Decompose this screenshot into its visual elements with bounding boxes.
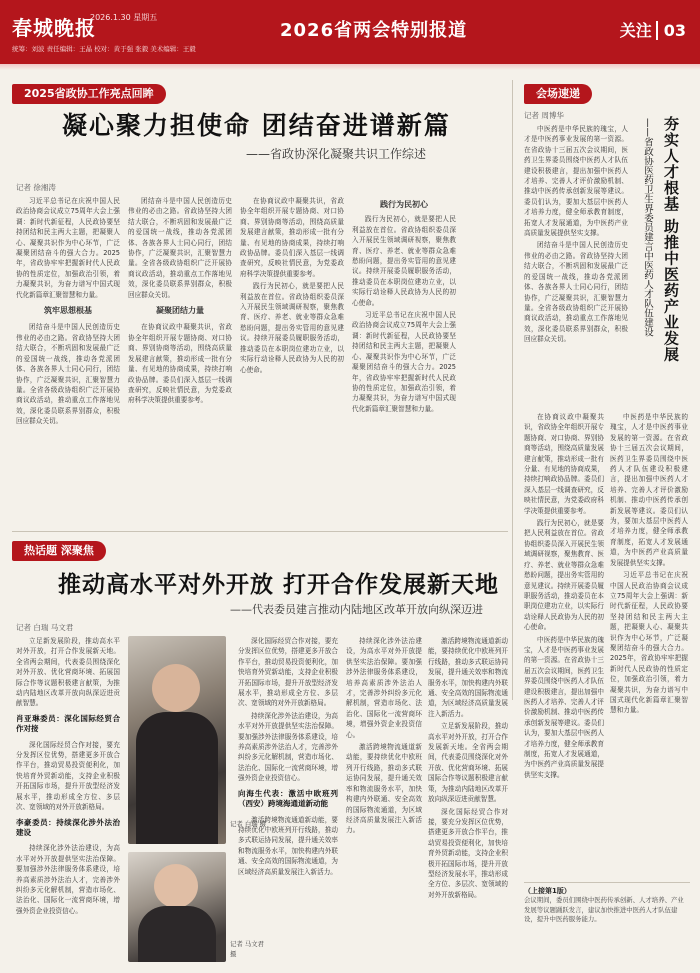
story1-subheadline: ——省政协深化凝聚共识工作综述 (246, 147, 427, 161)
story2-headline: 夯实人才根基 助推中医药产业发展 (662, 116, 680, 363)
story1-col1-text-b: 团结奋斗是中国人民创造历史伟业的必由之路。省政协坚持大团结大联合，不断巩固和发展最广泛的爱国统一战线，推动各党派团体、各族各界人士同心同行，团结协作，广泛凝聚共识，汇聚智慧力量。全省各级政协组织广泛开展协商议政活动，推动重点工作落地见效，深化委员联系界别群众，积极回应群众关切。 (16, 323, 120, 426)
story1-col4-text-b: 习近平总书记在庆祝中国人民政治协商会议成立75周年大会上强调：新时代新征程，人民政协要坚持团结和民主两大主题，把凝聚人心、凝聚共识作为中心环节，广泛凝聚团结奋斗的强大合力。2025年，省政协牢牢把握新时代人民政协的性质定位，加强政治引领，着力凝聚共识，为奋力谱写中国式现代化新篇章汇聚智慧和力量。 (352, 311, 456, 413)
page-number: 03 (656, 21, 686, 40)
story2-body-text-g: 习近平总书记在庆祝中国人民政治协商会议成立75周年大会上强调：新时代新征程，人民政协要坚持团结和民主两大主题，把凝聚人心、凝聚共识作为中心环节，广泛凝聚团结奋斗的强大合力。2025年，省政协牢牢把握新时代人民政协的性质定位，加强政治引领，着力凝聚共识，为奋力谱写中国式现代化新篇章汇聚智慧和力量。 (610, 571, 688, 715)
story1-column-4 (352, 196, 456, 526)
story2-caption-box (524, 882, 690, 963)
masthead-stripe (0, 64, 700, 70)
story-divider (12, 531, 508, 532)
story3-col4-text-c: 深化国际经贸合作对接，要充分发挥区位优势，搭建更多开放合作平台，推动贸易投资便利化，加快培育外贸新动能，支持企业积极开拓国际市场，提升开放型经济发展水平，推动形成全方位、多层次、宽领域的对外开放新格局。 (428, 807, 508, 899)
column-divider (512, 80, 513, 700)
story3-col2-text: 深化国际经贸合作对接，要充分发挥区位优势，搭建更多开放合作平台，推动贸易投资便利化，加快培育外贸新动能，支持企业积极开拓国际市场，提升开放型经济发展水平，推动形成全方位、多层次、宽领域的对外开放新格局。 (238, 637, 338, 708)
story1-section-label: 2025省政协工作亮点回眸 (12, 84, 166, 104)
story3-col3-text-b: 激活跨境物流通道新动能，要持续优化中欧班列开行线路，推动多式联运协同发展，提升通关效率和物流服务水平，加快构建内外联通、安全高效的国际物流通道，为区域经济高质量发展注入新活力。 (346, 743, 422, 835)
story1-headline: 凝心聚力担使命 团结奋进谱新篇 (62, 111, 451, 140)
story1-byline: 记者 徐湘涛 (16, 183, 56, 192)
story2-caption-text: 会议期间，委员们围绕中医药传承创新、人才培养、产业发展等议题踊跃发言，建议加快推进中医药人才队伍建设，提升中医药服务能力。 (524, 896, 684, 923)
story3-subhead-3: 向海生代表：激活中欧班列（西安）跨境海通道新动能 (238, 788, 338, 809)
story1-subhead-1: 筑牢思想根基 (44, 306, 92, 316)
story3-column-1 (16, 636, 120, 962)
story3-col3-text: 持续深化涉外法治建设，为高水平对外开放提供坚实法治保障。要加强涉外法律服务体系建设，培养高素质涉外法治人才，完善涉外纠纷多元化解机制，营造市场化、法治化、国际化一流营商环境，增强外资企业投资信心。 (346, 637, 422, 739)
story1-col1-text: 习近平总书记在庆祝中国人民政治协商会议成立75周年大会上强调：新时代新征程，人民政协要坚持团结和民主两大主题，把凝聚人心、凝聚共识作为中心环节，广泛凝聚团结奋斗的强大合力。2025年，省政协牢牢把握新时代人民政协的性质定位，加强政治引领，着力凝聚共识，为奋力谱写中国式现代化新篇章汇聚智慧和力量。 (16, 197, 120, 299)
story1-column-2 (128, 196, 232, 526)
special-report-title: 2026省两会特别报道 (280, 20, 468, 41)
story3-col1-text-c: 持续深化涉外法治建设，为高水平对外开放提供坚实法治保障。要加强涉外法律服务体系建设，培养高素质涉外法治人才，完善涉外纠纷多元化解机制，营造市场化、法治化、国际化一流营商环境，增强外资企业投资信心。 (16, 844, 120, 915)
editor-credits: 统筹：刘波 责任编辑：王晶 校对：黄于强 张毅 美术编辑：王毅 (12, 45, 196, 53)
photo-caption-1: 记者 白瑞 摄 (230, 820, 267, 828)
story1-col2-text: 团结奋斗是中国人民创造历史伟业的必由之路。省政协坚持大团结大联合，不断巩固和发展最广泛的爱国统一战线，推动各党派团体、各族各界人士同心同行，团结协作，广泛凝聚共识，汇聚智慧力量。全省各级政协组织广泛开展协商议政活动，推动重点工作落地见效，深化委员联系界别群众，积极回应群众关切。 (128, 197, 232, 299)
story2-body-text-b: 团结奋斗是中国人民创造历史伟业的必由之路。省政协坚持大团结大联合，不断巩固和发展最广泛的爱国统一战线，推动各党派团体、各族各界人士同心同行，团结协作，广泛凝聚共识，汇聚智慧力量。全省各级政协组织广泛开展协商议政活动，推动重点工作落地见效，深化委员联系界别群众，积极回应群众关切。 (524, 241, 628, 344)
story2-column-1 (524, 124, 628, 404)
story1-col3-text-b: 践行为民初心，就是要把人民利益放在首位。省政协组织委员深入开展民生领域调研视察，聚焦教育、医疗、养老、就业等群众急难愁盼问题，提出务实管用的意见建议。持续开展委员履职服务活动，推动委员在本职岗位建功立业，以实际行动诠释人民政协为人民的初心使命。 (240, 282, 344, 374)
story2-body-text: 中医药是中华民族的瑰宝，人才是中医药事业发展的第一资源。在省政协十三届五次会议期间，医药卫生界委员围绕中医药人才队伍建设积极建言，提出加强中医药人才培养、完善人才评价激励机制、推动中医药传承创新发展等建议。委员们认为，要加大基层中医药人才培养力度，健全师承教育制度，拓宽人才发展通道，为中医药产业高质量发展提供坚实支撑。 (524, 125, 628, 238)
story1-subhead-3: 践行为民初心 (380, 200, 428, 209)
story3-col4-text: 激活跨境物流通道新动能，要持续优化中欧班列开行线路，推动多式联运协同发展，提升通关效率和物流服务水平，加快构建内外联通、安全高效的国际物流通道，为区域经济高质量发展注入新活力。 (428, 637, 508, 718)
story3-subhead-1: 肖亚琳委员：深化国际经贸合作对接 (16, 713, 120, 734)
story3-subhead-2: 李豪委员：持续深化涉外法治建设 (16, 817, 120, 837)
story2-subheadline: ——省政协医药卫生界委员建言中医药人才队伍建设 (642, 118, 653, 337)
issue-date (90, 12, 157, 23)
weekday-text: 星期五 (133, 13, 158, 22)
story3-subheadline: ——代表委员建言推动内陆地区改革开放向纵深迈进 (230, 603, 483, 616)
story3-section-label: 热话题 深聚焦 (12, 541, 106, 561)
date-text: 2026.1.30 (90, 13, 131, 22)
story3-byline: 记者 白瑞 马文君 (16, 623, 74, 632)
story3-col4-text-b: 立足新发展阶段，推动高水平对外开放，打开合作发展新天地。全省两会期间，代表委员围绕深化对外开放、优化营商环境、拓展国际合作等议题积极建言献策，为推动内陆地区改革开放向纵深迈进贡献智慧。 (428, 722, 508, 804)
story2-body-text-d: 践行为民初心，就是要把人民利益放在首位。省政协组织委员深入开展民生领域调研视察，聚焦教育、医疗、养老、就业等群众急难愁盼问题，提出务实管用的意见建议。持续开展委员履职服务活动，推动委员在本职岗位建功立业，以实际行动诠释人民政协为人民的初心使命。 (524, 519, 604, 632)
story3-col1-text: 立足新发展阶段，推动高水平对外开放，打开合作发展新天地。全省两会期间，代表委员围绕深化对外开放、优化营商环境、拓展国际合作等议题积极建言献策，为推动内陆地区改革开放向纵深迈进贡献智慧。 (16, 637, 120, 708)
story3-headline: 推动高水平对外开放 打开合作发展新天地 (58, 572, 500, 598)
story1-col4-text: 践行为民初心，就是要把人民利益放在首位。省政协组织委员深入开展民生领域调研视察，聚焦教育、医疗、养老、就业等群众急难愁盼问题，提出务实管用的意见建议。持续开展委员履职服务活动，推动委员在本职岗位建功立业，以实际行动诠释人民政协为人民的初心使命。 (352, 215, 456, 307)
delegate-photo-2 (128, 852, 226, 962)
masthead-bar (0, 0, 700, 64)
story1-column-1 (16, 196, 120, 526)
story3-column-3 (346, 636, 422, 962)
story3-col2-text-c: 激活跨境物流通道新动能，要持续优化中欧班列开行线路，推动多式联运协同发展，提升通关效率和物流服务水平，加快构建内外联通、安全高效的国际物流通道，为区域经济高质量发展注入新活力。 (238, 815, 338, 876)
story3-column-4 (428, 636, 508, 962)
page-section-label: 关注 (619, 21, 652, 40)
story3-col2-text-b: 持续深化涉外法治建设，为高水平对外开放提供坚实法治保障。要加强涉外法律服务体系建设，培养高素质涉外法治人才，完善涉外纠纷多元化解机制，营造市场化、法治化、国际化一流营商环境，增强外资企业投资信心。 (238, 711, 338, 783)
page-section-tag (620, 18, 686, 41)
newspaper-logo: 春城晚报 (12, 16, 96, 40)
story3-col1-text-b: 深化国际经贸合作对接，要充分发挥区位优势，搭建更多开放合作平台，推动贸易投资便利化，加快培育外贸新动能，支持企业积极开拓国际市场，提升开放型经济发展水平，推动形成全方位、多层次、宽领域的对外开放新格局。 (16, 740, 120, 812)
delegate-photo-1 (128, 636, 226, 844)
story2-byline: 记者 周博华 (524, 111, 564, 120)
story1-column-3 (240, 196, 344, 526)
story1-col2-text-b: 在协商议政中凝聚共识，省政协全年组织开展专题协商、对口协商、界别协商等活动，围绕高质量发展建言献策，推动形成一批有分量、有见地的协商成果，持续打响政协品牌。委员们深入基层一线调查研究，反映社情民意，为党委政府科学决策提供重要参考。 (128, 323, 232, 405)
story2-caption-title: （上接第1版） (524, 887, 571, 895)
story2-section-label: 会场速递 (524, 84, 592, 104)
story2-body-text-c: 在协商议政中凝聚共识，省政协全年组织开展专题协商、对口协商、界别协商等活动，围绕高质量发展建言献策，推动形成一批有分量、有见地的协商成果，持续打响政协品牌。委员们深入基层一线调查研究，反映社情民意，为党委政府科学决策提供重要参考。 (524, 413, 604, 515)
story1-col3-text: 在协商议政中凝聚共识，省政协全年组织开展专题协商、对口协商、界别协商等活动，围绕高质量发展建言献策，推动形成一批有分量、有见地的协商成果，持续打响政协品牌。委员们深入基层一线调查研究，反映社情民意，为党委政府科学决策提供重要参考。 (240, 197, 344, 278)
story2-column-3 (610, 412, 688, 877)
story3-column-2 (238, 636, 338, 962)
story1-subhead-2: 凝聚团结力量 (156, 306, 204, 316)
story2-column-2 (524, 412, 604, 877)
photo-caption-2: 记者 马文君 摄 (230, 940, 264, 958)
story2-body-text-e: 中医药是中华民族的瑰宝，人才是中医药事业发展的第一资源。在省政协十三届五次会议期间，医药卫生界委员围绕中医药人才队伍建设积极建言，提出加强中医药人才培养、完善人才评价激励机制、推动中医药传承创新发展等建议。委员们认为，要加大基层中医药人才培养力度，健全师承教育制度，拓宽人才发展通道，为中医药产业高质量发展提供坚实支撑。 (524, 635, 604, 779)
story2-body-text-f: 中医药是中华民族的瑰宝，人才是中医药事业发展的第一资源。在省政协十三届五次会议期间，医药卫生界委员围绕中医药人才队伍建设积极建言，提出加强中医药人才培养、完善人才评价激励机制、推动中医药传承创新发展等建议。委员们认为，要加大基层中医药人才培养力度，健全师承教育制度，拓宽人才发展通道，为中医药产业高质量发展提供坚实支撑。 (610, 413, 688, 567)
